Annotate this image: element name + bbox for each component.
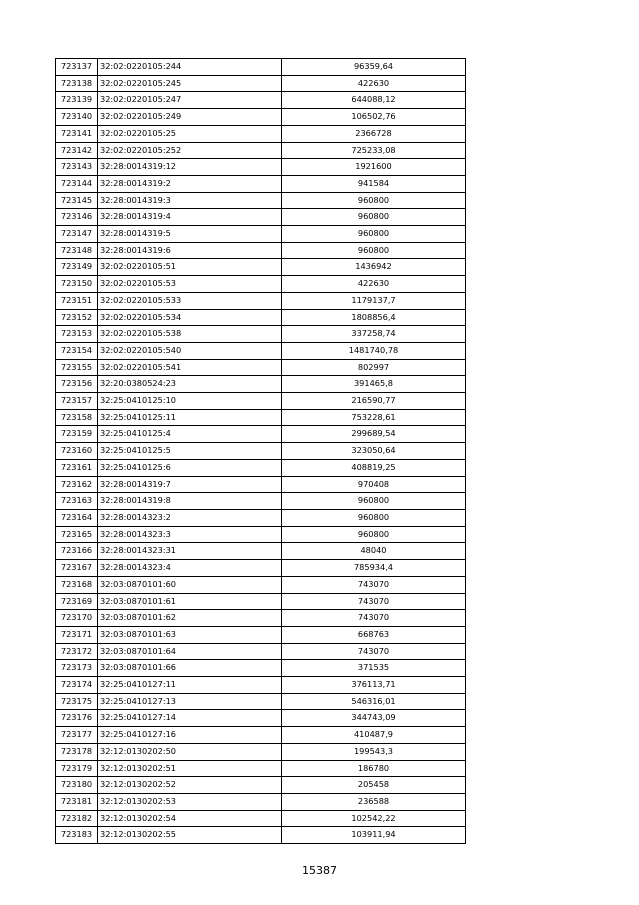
- table-row: [56, 309, 466, 326]
- value-cell: 970408: [282, 476, 466, 493]
- table-row: [56, 693, 466, 710]
- value-cell: 941584: [282, 175, 466, 192]
- table-row: [56, 760, 466, 777]
- cadastral-number-cell: 32:02:0220105:541: [98, 359, 282, 376]
- table-row: [56, 276, 466, 293]
- cadastral-number-cell: 32:12:0130202:53: [98, 793, 282, 810]
- row-id-cell: 723142: [56, 142, 98, 159]
- row-id-cell: 723151: [56, 292, 98, 309]
- value-cell: 408819,25: [282, 459, 466, 476]
- cadastral-number-cell: 32:02:0220105:245: [98, 75, 282, 92]
- value-cell: 1481740,78: [282, 342, 466, 359]
- row-id-cell: 723168: [56, 576, 98, 593]
- value-cell: 785934,4: [282, 560, 466, 577]
- row-id-cell: 723160: [56, 443, 98, 460]
- value-cell: 205458: [282, 777, 466, 794]
- value-cell: 960800: [282, 242, 466, 259]
- value-cell: 960800: [282, 226, 466, 243]
- row-id-cell: 723163: [56, 493, 98, 510]
- value-cell: 102542,22: [282, 810, 466, 827]
- value-cell: 216590,77: [282, 393, 466, 410]
- row-id-cell: 723166: [56, 543, 98, 560]
- cadastral-number-cell: 32:28:0014323:2: [98, 509, 282, 526]
- cadastral-number-cell: 32:02:0220105:540: [98, 342, 282, 359]
- cadastral-number-cell: 32:12:0130202:52: [98, 777, 282, 794]
- value-cell: 410487,9: [282, 727, 466, 744]
- value-cell: 391465,8: [282, 376, 466, 393]
- row-id-cell: 723155: [56, 359, 98, 376]
- cadastral-number-cell: 32:02:0220105:53: [98, 276, 282, 293]
- table-row: [56, 560, 466, 577]
- cadastral-number-cell: 32:02:0220105:533: [98, 292, 282, 309]
- table-row: [56, 125, 466, 142]
- cadastral-number-cell: 32:02:0220105:534: [98, 309, 282, 326]
- cadastral-value-table: [55, 58, 466, 844]
- value-cell: 960800: [282, 526, 466, 543]
- row-id-cell: 723146: [56, 209, 98, 226]
- cadastral-number-cell: 32:28:0014319:4: [98, 209, 282, 226]
- row-id-cell: 723167: [56, 560, 98, 577]
- table-row: [56, 75, 466, 92]
- value-cell: 1808856,4: [282, 309, 466, 326]
- value-cell: 960800: [282, 192, 466, 209]
- cadastral-number-cell: 32:03:0870101:64: [98, 643, 282, 660]
- table-row: [56, 259, 466, 276]
- value-cell: 743070: [282, 576, 466, 593]
- row-id-cell: 723150: [56, 276, 98, 293]
- row-id-cell: 723179: [56, 760, 98, 777]
- value-cell: 186780: [282, 760, 466, 777]
- row-id-cell: 723145: [56, 192, 98, 209]
- value-cell: 743070: [282, 610, 466, 627]
- row-id-cell: 723177: [56, 727, 98, 744]
- table-row: [56, 777, 466, 794]
- cadastral-number-cell: 32:02:0220105:247: [98, 92, 282, 109]
- table-row: [56, 660, 466, 677]
- row-id-cell: 723171: [56, 626, 98, 643]
- value-cell: 753228,61: [282, 409, 466, 426]
- table-row: [56, 92, 466, 109]
- cadastral-number-cell: 32:28:0014319:5: [98, 226, 282, 243]
- row-id-cell: 723147: [56, 226, 98, 243]
- cadastral-number-cell: 32:28:0014319:3: [98, 192, 282, 209]
- value-cell: 422630: [282, 75, 466, 92]
- table-row: [56, 292, 466, 309]
- table-row: [56, 192, 466, 209]
- value-cell: 96359,64: [282, 59, 466, 76]
- cadastral-number-cell: 32:25:0410127:14: [98, 710, 282, 727]
- table-row: [56, 743, 466, 760]
- table-row: [56, 326, 466, 343]
- row-id-cell: 723174: [56, 677, 98, 694]
- cadastral-number-cell: 32:02:0220105:538: [98, 326, 282, 343]
- value-cell: 743070: [282, 593, 466, 610]
- value-cell: 323050,64: [282, 443, 466, 460]
- value-cell: 1921600: [282, 159, 466, 176]
- cadastral-number-cell: 32:02:0220105:25: [98, 125, 282, 142]
- table-row: [56, 526, 466, 543]
- cadastral-number-cell: 32:03:0870101:63: [98, 626, 282, 643]
- table-row: [56, 610, 466, 627]
- row-id-cell: 723161: [56, 459, 98, 476]
- table-row: [56, 142, 466, 159]
- table-row: [56, 576, 466, 593]
- table-row: [56, 376, 466, 393]
- value-cell: 644088,12: [282, 92, 466, 109]
- row-id-cell: 723149: [56, 259, 98, 276]
- value-cell: 199543,3: [282, 743, 466, 760]
- table-row: [56, 543, 466, 560]
- table-row: [56, 426, 466, 443]
- page-number: 15387: [302, 864, 337, 877]
- table-row: [56, 593, 466, 610]
- row-id-cell: 723152: [56, 309, 98, 326]
- row-id-cell: 723178: [56, 743, 98, 760]
- row-id-cell: 723143: [56, 159, 98, 176]
- value-cell: 106502,76: [282, 109, 466, 126]
- table-row: [56, 509, 466, 526]
- value-cell: 299689,54: [282, 426, 466, 443]
- cadastral-number-cell: 32:25:0410125:11: [98, 409, 282, 426]
- value-cell: 743070: [282, 643, 466, 660]
- row-id-cell: 723156: [56, 376, 98, 393]
- table-row: [56, 626, 466, 643]
- table-row: [56, 242, 466, 259]
- cadastral-number-cell: 32:20:0380524:23: [98, 376, 282, 393]
- row-id-cell: 723141: [56, 125, 98, 142]
- cadastral-number-cell: 32:02:0220105:249: [98, 109, 282, 126]
- table-row: [56, 793, 466, 810]
- cadastral-number-cell: 32:28:0014319:12: [98, 159, 282, 176]
- cadastral-number-cell: 32:28:0014319:6: [98, 242, 282, 259]
- table-row: [56, 727, 466, 744]
- table-row: [56, 710, 466, 727]
- row-id-cell: 723154: [56, 342, 98, 359]
- row-id-cell: 723139: [56, 92, 98, 109]
- row-id-cell: 723159: [56, 426, 98, 443]
- cadastral-number-cell: 32:03:0870101:66: [98, 660, 282, 677]
- row-id-cell: 723162: [56, 476, 98, 493]
- row-id-cell: 723148: [56, 242, 98, 259]
- cadastral-number-cell: 32:03:0870101:60: [98, 576, 282, 593]
- table-row: [56, 175, 466, 192]
- row-id-cell: 723172: [56, 643, 98, 660]
- value-cell: 48040: [282, 543, 466, 560]
- cadastral-number-cell: 32:28:0014323:31: [98, 543, 282, 560]
- value-cell: 960800: [282, 209, 466, 226]
- cadastral-number-cell: 32:28:0014319:8: [98, 493, 282, 510]
- table-row: [56, 359, 466, 376]
- row-id-cell: 723175: [56, 693, 98, 710]
- value-cell: 960800: [282, 509, 466, 526]
- row-id-cell: 723182: [56, 810, 98, 827]
- table-row: [56, 443, 466, 460]
- row-id-cell: 723137: [56, 59, 98, 76]
- row-id-cell: 723153: [56, 326, 98, 343]
- table-row: [56, 209, 466, 226]
- value-cell: 668763: [282, 626, 466, 643]
- value-cell: 422630: [282, 276, 466, 293]
- value-cell: 371535: [282, 660, 466, 677]
- row-id-cell: 723173: [56, 660, 98, 677]
- row-id-cell: 723169: [56, 593, 98, 610]
- cadastral-number-cell: 32:25:0410125:10: [98, 393, 282, 410]
- row-id-cell: 723157: [56, 393, 98, 410]
- cadastral-number-cell: 32:03:0870101:61: [98, 593, 282, 610]
- value-cell: 802997: [282, 359, 466, 376]
- value-cell: 376113,71: [282, 677, 466, 694]
- row-id-cell: 723144: [56, 175, 98, 192]
- cadastral-number-cell: 32:12:0130202:54: [98, 810, 282, 827]
- table-row: [56, 109, 466, 126]
- table-row: [56, 643, 466, 660]
- row-id-cell: 723176: [56, 710, 98, 727]
- table-row: [56, 810, 466, 827]
- cadastral-number-cell: 32:25:0410125:5: [98, 443, 282, 460]
- value-cell: 337258,74: [282, 326, 466, 343]
- table-row: [56, 226, 466, 243]
- table-row: [56, 493, 466, 510]
- cadastral-number-cell: 32:02:0220105:252: [98, 142, 282, 159]
- table-row: [56, 827, 466, 844]
- cadastral-number-cell: 32:25:0410125:6: [98, 459, 282, 476]
- row-id-cell: 723170: [56, 610, 98, 627]
- table-row: [56, 159, 466, 176]
- row-id-cell: 723164: [56, 509, 98, 526]
- value-cell: 546316,01: [282, 693, 466, 710]
- cadastral-number-cell: 32:28:0014323:3: [98, 526, 282, 543]
- table-row: [56, 393, 466, 410]
- value-cell: 1436942: [282, 259, 466, 276]
- value-cell: 236588: [282, 793, 466, 810]
- cadastral-number-cell: 32:25:0410125:4: [98, 426, 282, 443]
- table-row: [56, 677, 466, 694]
- table-row: [56, 409, 466, 426]
- cadastral-number-cell: 32:25:0410127:13: [98, 693, 282, 710]
- value-cell: 960800: [282, 493, 466, 510]
- cadastral-number-cell: 32:12:0130202:55: [98, 827, 282, 844]
- value-cell: 1179137,7: [282, 292, 466, 309]
- value-cell: 344743,09: [282, 710, 466, 727]
- table-row: [56, 459, 466, 476]
- table-row: [56, 59, 466, 76]
- cadastral-number-cell: 32:02:0220105:51: [98, 259, 282, 276]
- cadastral-number-cell: 32:28:0014319:7: [98, 476, 282, 493]
- cadastral-number-cell: 32:28:0014323:4: [98, 560, 282, 577]
- cadastral-number-cell: 32:03:0870101:62: [98, 610, 282, 627]
- row-id-cell: 723138: [56, 75, 98, 92]
- value-cell: 2366728: [282, 125, 466, 142]
- table-row: [56, 342, 466, 359]
- row-id-cell: 723181: [56, 793, 98, 810]
- row-id-cell: 723180: [56, 777, 98, 794]
- value-cell: 103911,94: [282, 827, 466, 844]
- table-row: [56, 476, 466, 493]
- row-id-cell: 723165: [56, 526, 98, 543]
- cadastral-number-cell: 32:25:0410127:16: [98, 727, 282, 744]
- row-id-cell: 723183: [56, 827, 98, 844]
- cadastral-number-cell: 32:28:0014319:2: [98, 175, 282, 192]
- row-id-cell: 723158: [56, 409, 98, 426]
- cadastral-number-cell: 32:12:0130202:50: [98, 743, 282, 760]
- cadastral-number-cell: 32:02:0220105:244: [98, 59, 282, 76]
- cadastral-number-cell: 32:12:0130202:51: [98, 760, 282, 777]
- row-id-cell: 723140: [56, 109, 98, 126]
- value-cell: 725233,08: [282, 142, 466, 159]
- table-body: [56, 59, 466, 844]
- cadastral-number-cell: 32:25:0410127:11: [98, 677, 282, 694]
